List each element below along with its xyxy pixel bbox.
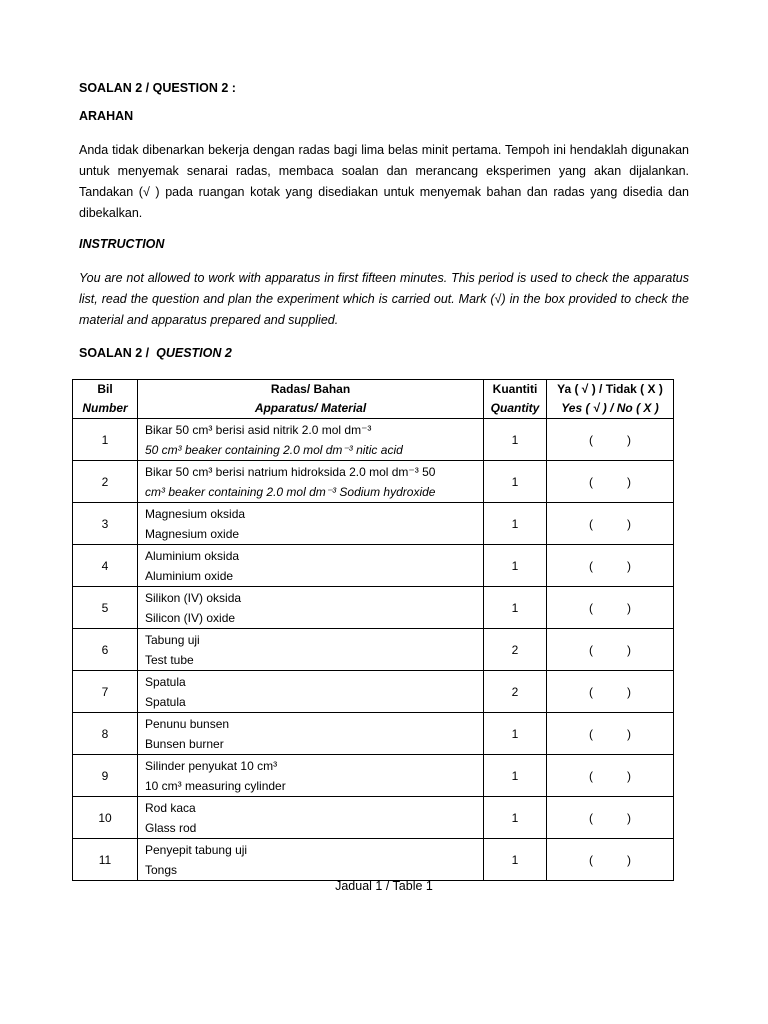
row-number: 1 [73, 419, 138, 461]
check-box[interactable] [547, 839, 674, 881]
check-open: ( [589, 558, 593, 573]
header-apparatus [138, 380, 484, 419]
row-quantity: 1 [484, 545, 547, 587]
item-english: 50 cm³ beaker containing 2.0 mol dm⁻³ nitic acid [145, 442, 403, 457]
row-number: 5 [73, 587, 138, 629]
check-brackets [589, 769, 631, 783]
row-item [138, 419, 484, 461]
check-open: ( [589, 684, 593, 699]
check-close: ) [627, 768, 631, 783]
row-item [138, 461, 484, 503]
header-bil: Bil [97, 382, 113, 396]
check-box[interactable] [547, 671, 674, 713]
row-number: 11 [73, 839, 138, 881]
item-malay: Silinder penyukat 10 cm³ [145, 758, 278, 773]
item-malay: Spatula [145, 674, 186, 689]
item-english: Spatula [145, 694, 186, 709]
item-english: Bunsen burner [145, 736, 224, 751]
row-item [138, 671, 484, 713]
check-close: ) [627, 432, 631, 447]
header-ya-tidak: Ya ( √ ) / Tidak ( X ) [557, 382, 663, 396]
table-row [73, 503, 674, 545]
item-malay: Penunu bunsen [145, 716, 230, 731]
header-kuantiti: Kuantiti [492, 382, 538, 396]
check-box[interactable] [547, 545, 674, 587]
row-number: 4 [73, 545, 138, 587]
row-number: 9 [73, 755, 138, 797]
item-malay: Rod kaca [145, 800, 196, 815]
row-number: 7 [73, 671, 138, 713]
check-brackets [589, 643, 631, 657]
table-row [73, 755, 674, 797]
arahan-text: Anda tidak dibenarkan bekerja dengan radas bagi lima belas minit pertama. Tempoh ini hendaklah digunakan untuk menyemak senarai radas, membaca soalan dan merancang eksperimen yang akan dijalankan. Tandakan (√ ) pada ruangan kotak yang disediakan untuk menyemak bahan dan radas yang disedia dan dibekalkan. [79, 143, 689, 220]
item-english: 10 cm³ measuring cylinder [145, 778, 286, 793]
row-quantity: 1 [484, 839, 547, 881]
table-row [73, 419, 674, 461]
check-box[interactable] [547, 587, 674, 629]
item-malay: Silikon (IV) oksida [145, 590, 242, 605]
row-quantity: 1 [484, 503, 547, 545]
check-open: ( [589, 432, 593, 447]
check-close: ) [627, 726, 631, 741]
row-item [138, 629, 484, 671]
item-english: Magnesium oxide [145, 526, 240, 541]
check-box[interactable] [547, 461, 674, 503]
table-title [79, 346, 232, 360]
check-close: ) [627, 474, 631, 489]
check-brackets [589, 853, 631, 867]
check-open: ( [589, 474, 593, 489]
row-number: 6 [73, 629, 138, 671]
item-english: Aluminium oxide [145, 568, 234, 583]
section-title: SOALAN 2 / QUESTION 2 : [79, 81, 236, 95]
row-number: 2 [73, 461, 138, 503]
check-close: ) [627, 642, 631, 657]
check-brackets [589, 559, 631, 573]
row-number: 8 [73, 713, 138, 755]
row-item [138, 503, 484, 545]
header-number [73, 380, 138, 419]
item-malay: Bikar 50 cm³ berisi natrium hidroksida 2.0 mol dm⁻³ 50 [145, 464, 436, 479]
item-english: cm³ beaker containing 2.0 mol dm⁻³ Sodium hydroxide [145, 484, 436, 499]
check-box[interactable] [547, 797, 674, 839]
table-row [73, 671, 674, 713]
table-row [73, 587, 674, 629]
check-box[interactable] [547, 755, 674, 797]
check-brackets [589, 727, 631, 741]
item-malay: Tabung uji [145, 632, 200, 647]
item-english: Glass rod [145, 820, 197, 835]
check-open: ( [589, 852, 593, 867]
row-item [138, 713, 484, 755]
item-english: Silicon (IV) oxide [145, 610, 236, 625]
header-yes-no: Yes ( √ ) / No ( X ) [561, 401, 659, 415]
row-item [138, 797, 484, 839]
check-close: ) [627, 684, 631, 699]
row-quantity: 1 [484, 461, 547, 503]
row-quantity: 1 [484, 755, 547, 797]
check-brackets [589, 517, 631, 531]
row-item [138, 839, 484, 881]
row-number: 3 [73, 503, 138, 545]
header-apparatus-en: Apparatus/ Material [254, 401, 367, 415]
table-row [73, 797, 674, 839]
table-row [73, 461, 674, 503]
check-open: ( [589, 768, 593, 783]
check-close: ) [627, 516, 631, 531]
header-radas: Radas/ Bahan [270, 382, 351, 396]
check-open: ( [589, 600, 593, 615]
table-title-suffix: QUESTION 2 [156, 346, 232, 360]
item-english: Test tube [145, 652, 194, 667]
header-check [547, 380, 674, 419]
table-title-prefix: SOALAN 2 / [79, 346, 150, 360]
check-brackets [589, 685, 631, 699]
row-item [138, 545, 484, 587]
instruction-heading: INSTRUCTION [79, 237, 165, 251]
header-quantity [484, 380, 547, 419]
row-quantity: 2 [484, 629, 547, 671]
row-item [138, 755, 484, 797]
row-number: 10 [73, 797, 138, 839]
check-close: ) [627, 558, 631, 573]
row-item [138, 587, 484, 629]
item-malay: Bikar 50 cm³ berisi asid nitrik 2.0 mol dm⁻³ [145, 422, 372, 437]
check-box[interactable] [547, 713, 674, 755]
item-english: Tongs [145, 862, 178, 877]
check-box[interactable] [547, 419, 674, 461]
check-brackets [589, 475, 631, 489]
arahan-heading: ARAHAN [79, 109, 134, 123]
table-header-row [73, 380, 674, 419]
check-box[interactable] [547, 629, 674, 671]
header-number-en: Number [82, 401, 128, 415]
row-quantity: 1 [484, 797, 547, 839]
item-malay: Magnesium oksida [145, 506, 246, 521]
apparatus-table [72, 379, 674, 881]
row-quantity: 2 [484, 671, 547, 713]
check-open: ( [589, 642, 593, 657]
header-quantity-en: Quantity [490, 401, 540, 415]
row-quantity: 1 [484, 713, 547, 755]
row-quantity: 1 [484, 419, 547, 461]
check-open: ( [589, 810, 593, 825]
table-row [73, 545, 674, 587]
check-brackets [589, 433, 631, 447]
table-row [73, 629, 674, 671]
check-close: ) [627, 600, 631, 615]
check-brackets [589, 601, 631, 615]
item-malay: Aluminium oksida [145, 548, 240, 563]
check-close: ) [627, 852, 631, 867]
instruction-text: You are not allowed to work with apparatus in first fifteen minutes. This period is used to check the apparatus list, read the question and plan the experiment which is carried out. Mark (√) in the box provided to check the material and apparatus prepared and supplied. [79, 271, 689, 327]
check-close: ) [627, 810, 631, 825]
table-caption: Jadual 1 / Table 1 [335, 879, 433, 893]
check-brackets [589, 811, 631, 825]
check-open: ( [589, 726, 593, 741]
check-box[interactable] [547, 503, 674, 545]
table-row [73, 839, 674, 881]
table-row [73, 713, 674, 755]
check-open: ( [589, 516, 593, 531]
item-malay: Penyepit tabung uji [145, 842, 248, 857]
row-quantity: 1 [484, 587, 547, 629]
